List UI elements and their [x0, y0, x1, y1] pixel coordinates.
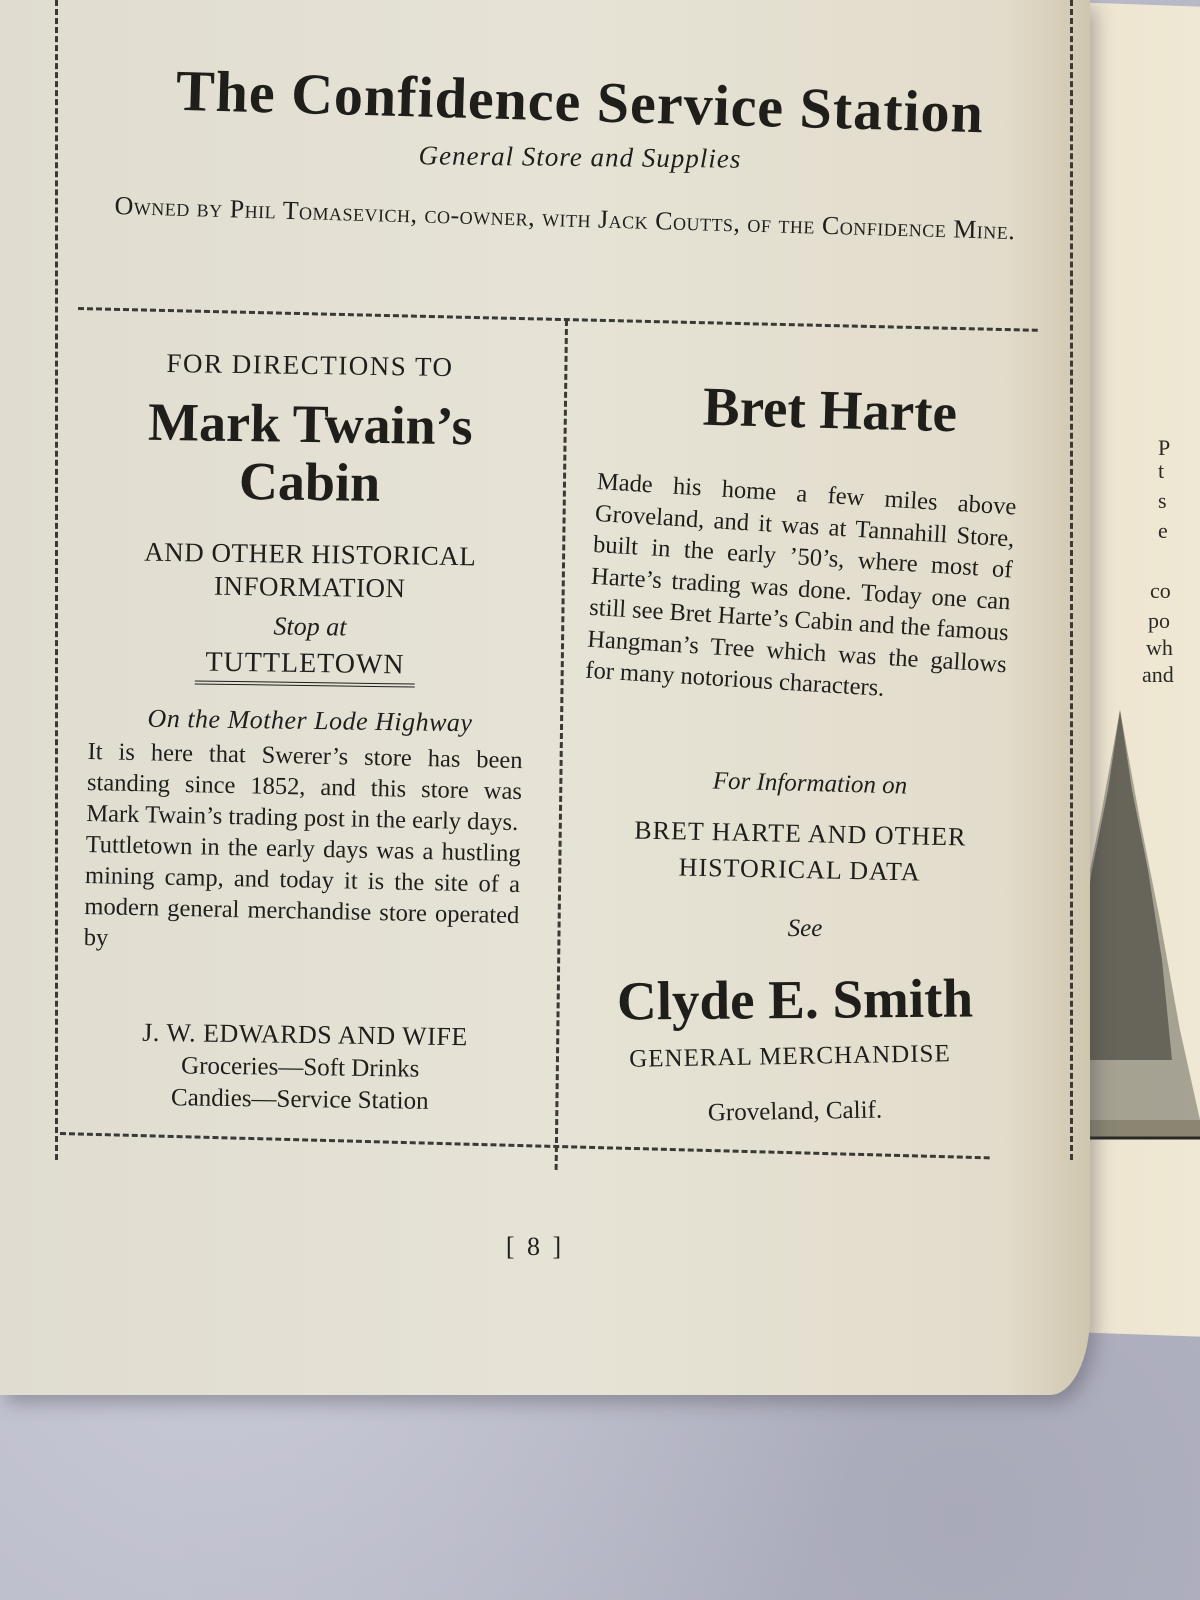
stop-at-text: Stop at	[273, 611, 347, 642]
station-owner-text: Owned by Phil Tomasevich, co-owner, with Jack Coutts, of the Confidence Mine.	[114, 190, 1016, 246]
facing-fragment: po	[1148, 608, 1170, 633]
groveland-text: Groveland, Calif.	[707, 1096, 883, 1127]
facing-fragment: s	[1158, 488, 1167, 513]
bret-harte-title: Bret Harte	[702, 375, 958, 444]
mark-twain-title	[99, 392, 521, 514]
general-merchandise-text: GENERAL MERCHANDISE	[628, 1040, 951, 1073]
proprietors-text: J. W. EDWARDS AND WIFE	[142, 1017, 468, 1052]
tuttletown-body	[83, 736, 522, 962]
facing-fragment: co	[1150, 578, 1171, 603]
station-title: The Confidence Service Station	[175, 57, 985, 146]
facing-fragment: P	[1158, 435, 1171, 460]
mark-twain-title-line2: Cabin	[238, 451, 381, 513]
historical-info-heading	[95, 535, 526, 607]
page-number: [ 8 ]	[505, 1232, 565, 1261]
see-text: See	[787, 915, 823, 942]
facing-fragment: e	[1158, 518, 1168, 543]
facing-fragment: and	[1142, 662, 1174, 687]
tuttletown-heading: TUTTLETOWN	[195, 646, 416, 687]
tuttletown-paragraph-1: It is here that Swerer’s store has been standing since 1852, and this store was Mark Twain’s trading post in the early days.	[86, 737, 523, 837]
highway-text: On the Mother Lode Highway	[147, 703, 473, 738]
tuttletown-paragraph-2: Tuttletown in the early days was a hustling mining camp, and today it is the site of a modern general merchandise store operated by	[83, 830, 521, 952]
goods-line-1: Groceries—Soft Drinks	[180, 1052, 420, 1083]
goods-list	[130, 1050, 471, 1119]
station-subtitle: General Store and Supplies	[418, 140, 742, 174]
bret-harte-data-line2: HISTORICAL DATA	[678, 852, 921, 887]
facing-fragment: wh	[1146, 635, 1173, 660]
historical-info-line1: AND OTHER HISTORICAL	[144, 536, 477, 572]
clyde-smith-title: Clyde E. Smith	[616, 967, 974, 1032]
for-information-text: For Information on	[712, 767, 908, 800]
goods-line-2: Candies—Service Station	[170, 1084, 429, 1115]
facing-fragment: t	[1158, 458, 1165, 483]
historical-info-line2: INFORMATION	[213, 570, 406, 604]
bret-harte-body: Made his home a few miles above Groveland, and it was at Tannahill Store, built in the early ’50’s, where most of Harte’s trading was done. Today one can still see Bret Harte’s Cabin and the famous Hangman’s Tree which was the gallows for many notorious characters.	[584, 467, 1018, 702]
directions-heading: FOR DIRECTIONS TO	[166, 347, 454, 383]
bret-harte-data-heading	[589, 812, 1010, 893]
bret-harte-data-line1: BRET HARTE AND OTHER	[634, 815, 967, 852]
mark-twain-title-line1: Mark Twain’s	[147, 391, 474, 457]
